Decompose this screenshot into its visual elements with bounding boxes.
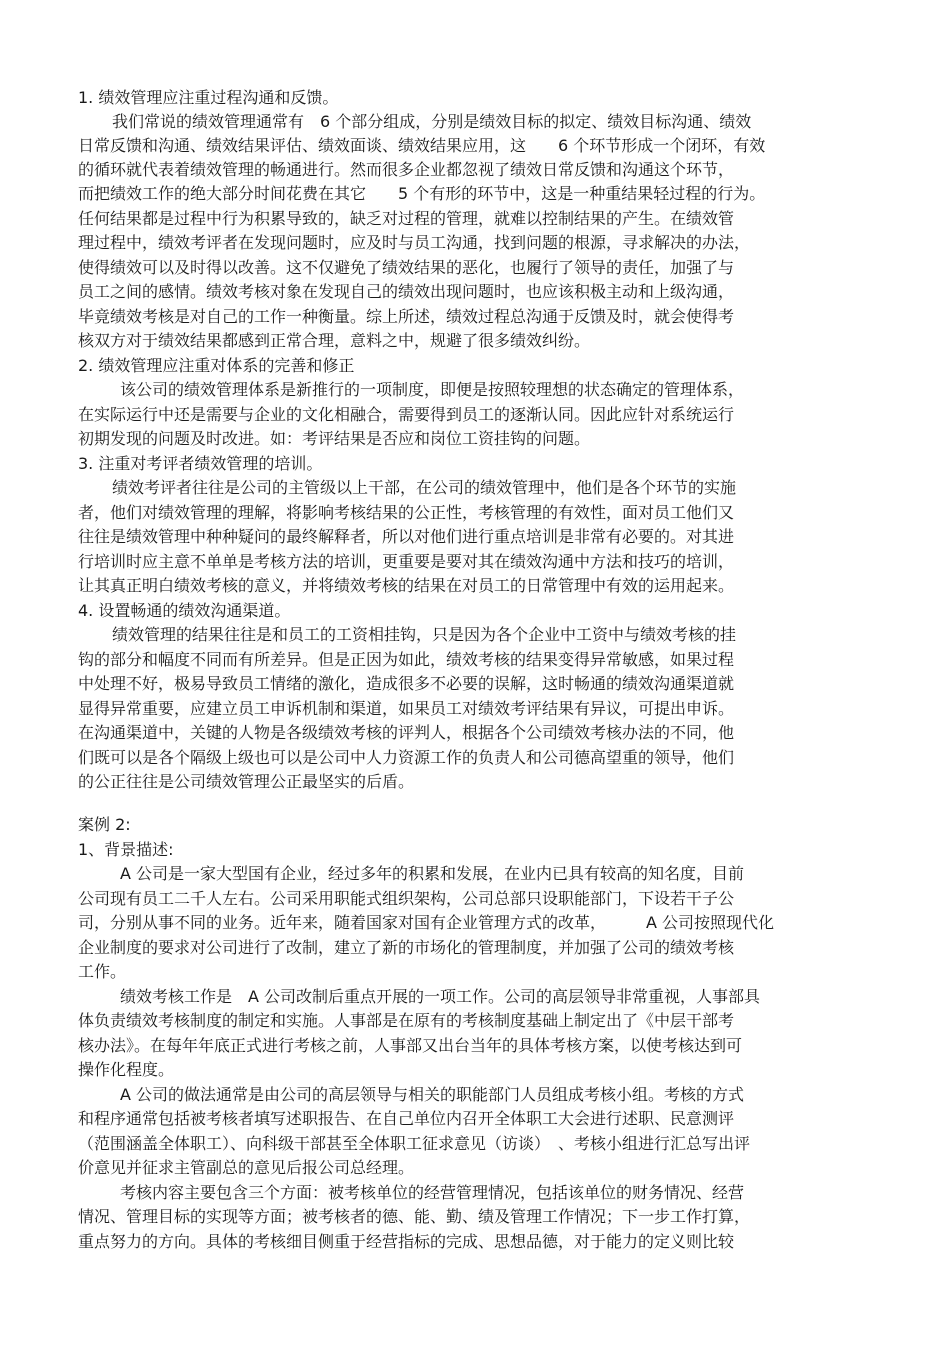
text-line: 们既可以是各个隔级上级也可以是公司中人力资源工作的负责人和公司德高望重的领导，他们 bbox=[78, 748, 735, 767]
text-line: 1. 绩效管理应注重过程沟通和反馈。 bbox=[78, 88, 339, 107]
text-line: 中处理不好，极易导致员工情绪的激化，造成很多不必要的误解，这时畅通的绩效沟通渠道就 bbox=[78, 674, 735, 693]
text-line: 任何结果都是过程中行为积累导致的，缺乏对过程的管理，就难以控制结果的产生。在绩效管 bbox=[78, 209, 735, 228]
text-line: 核办法》。在每年年底正式进行考核之前，人事部又出台当年的具体考核方案，以使考核达到可 bbox=[78, 1036, 743, 1055]
text-line: 理过程中，绩效考评者在发现问题时，应及时与员工沟通，找到问题的根源，寻求解决的办法， bbox=[78, 233, 751, 252]
text-line: 往往是绩效管理中种种疑问的最终解释者，所以对他们进行重点培训是非常有必要的。对其进 bbox=[78, 527, 735, 546]
text-line: 行培训时应主意不单单是考核方法的培训，更重要是要对其在绩效沟通中方法和技巧的培训， bbox=[78, 552, 735, 571]
text-line: 使得绩效可以及时得以改善。这不仅避免了绩效结果的恶化，也履行了领导的责任，加强了与 bbox=[78, 258, 735, 277]
text-line: 而把绩效工作的绝大部分时间花费在其它 5 个有形的环节中，这是一种重结果轻过程的行为。 bbox=[78, 184, 766, 203]
text-line: 初期发现的问题及时改进。如：考评结果是否应和岗位工资挂钩的问题。 bbox=[78, 429, 591, 448]
text-line: 者，他们对绩效管理的理解，将影响考核结果的公正性，考核管理的有效性，面对员工他们又 bbox=[78, 503, 735, 522]
text-line: 工作。 bbox=[78, 962, 127, 981]
text-line: 绩效考核工作是 A 公司改制后重点开展的一项工作。公司的高层领导非常重视，人事部具 bbox=[120, 987, 761, 1006]
text-line: 钩的部分和幅度不同而有所差异。但是正因为如此，绩效考核的结果变得异常敏感，如果过程 bbox=[78, 650, 735, 669]
text-line: 核双方对于绩效结果都感到正常合理，意料之中，规避了很多绩效纠纷。 bbox=[78, 331, 591, 350]
text-line: 的循环就代表着绩效管理的畅通进行。然而很多企业都忽视了绩效日常反馈和沟通这个环节， bbox=[78, 160, 735, 179]
text-line: 日常反馈和沟通、绩效结果评估、绩效面谈、绩效结果应用，这 6 个环节形成一个闭环，有效 bbox=[78, 136, 766, 155]
text-line: A 公司的做法通常是由公司的高层领导与相关的职能部门人员组成考核小组。考核的方式 bbox=[120, 1085, 745, 1104]
text-line: 体负责绩效考核制度的制定和实施。人事部是在原有的考核制度基础上制定出了《中层干部考 bbox=[78, 1011, 735, 1030]
text-line: （范围涵盖全体职工）、向科级干部甚至全体职工征求意见（访谈） 、考核小组进行汇总写出评 bbox=[78, 1134, 751, 1153]
text-line: A 公司是一家大型国有企业，经过多年的积累和发展，在业内已具有较高的知名度，目前 bbox=[120, 864, 745, 883]
text-line: 员工之间的感情。绩效考核对象在发现自己的绩效出现问题时，也应该积极主动和上级沟通， bbox=[78, 282, 735, 301]
text-line: 公司现有员工二千人左右。公司采用职能式组织架构，公司总部只设职能部门，下设若干子公 bbox=[78, 889, 735, 908]
text-line: 毕竟绩效考核是对自己的工作一种衡量。综上所述，绩效过程总沟通于反馈及时，就会使得考 bbox=[78, 307, 735, 326]
text-line: 价意见并征求主管副总的意见后报公司总经理。 bbox=[78, 1158, 415, 1177]
text-line: 绩效管理的结果往往是和员工的工资相挂钩，只是因为各个企业中工资中与绩效考核的挂 bbox=[112, 625, 737, 644]
text-line: 在实际运行中还是需要与企业的文化相融合，需要得到员工的逐渐认同。因此应针对系统运行 bbox=[78, 405, 735, 424]
section-heading: 3. 注重对考评者绩效管理的培训。 bbox=[78, 454, 323, 473]
text-line: 我们常说的绩效管理通常有 6 个部分组成，分别是绩效目标的拟定、绩效目标沟通、绩效 bbox=[112, 112, 752, 131]
case-heading: 案例 2: bbox=[78, 815, 131, 834]
section-heading: 1、背景描述: bbox=[78, 840, 174, 859]
text-line: 企业制度的要求对公司进行了改制，建立了新的市场化的管理制度，并加强了公司的绩效考核 bbox=[78, 938, 735, 957]
text-line: 和程序通常包括被考核者填写述职报告、在自己单位内召开全体职工大会进行述职、民意测评 bbox=[78, 1109, 735, 1128]
text-line: 让其真正明白绩效考核的意义，并将绩效考核的结果在对员工的日常管理中有效的运用起来。 bbox=[78, 576, 735, 595]
section-heading: 4. 设置畅通的绩效沟通渠道。 bbox=[78, 601, 291, 620]
text-line: 考核内容主要包含三个方面：被考核单位的经营管理情况，包括该单位的财务情况、经营 bbox=[120, 1183, 745, 1202]
text-line: 该公司的绩效管理体系是新推行的一项制度，即便是按照较理想的状态确定的管理体系， bbox=[120, 380, 745, 399]
text-line: 操作化程度。 bbox=[78, 1060, 175, 1079]
text-line: 显得异常重要，应建立员工申诉机制和渠道，如果员工对绩效考评结果有异议，可提出申诉。 bbox=[78, 699, 735, 718]
text-line: 司，分别从事不同的业务。近年来，随着国家对国有企业管理方式的改革， A 公司按照现代化 bbox=[78, 913, 775, 932]
section-heading: 2. 绩效管理应注重对体系的完善和修正 bbox=[78, 356, 355, 375]
text-line: 的公正往往是公司绩效管理公正最坚实的后盾。 bbox=[78, 772, 415, 791]
text-line: 在沟通渠道中，关键的人物是各级绩效考核的评判人，根据各个公司绩效考核办法的不同，他 bbox=[78, 723, 735, 742]
text-line: 绩效考评者往往是公司的主管级以上干部，在公司的绩效管理中，他们是各个环节的实施 bbox=[112, 478, 737, 497]
text-line: 重点努力的方向。具体的考核细目侧重于经营指标的完成、思想品德，对于能力的定义则比较 bbox=[78, 1232, 735, 1251]
text-line: 情况、管理目标的实现等方面；被考核者的德、能、勤、绩及管理工作情况；下一步工作打算， bbox=[78, 1207, 751, 1226]
